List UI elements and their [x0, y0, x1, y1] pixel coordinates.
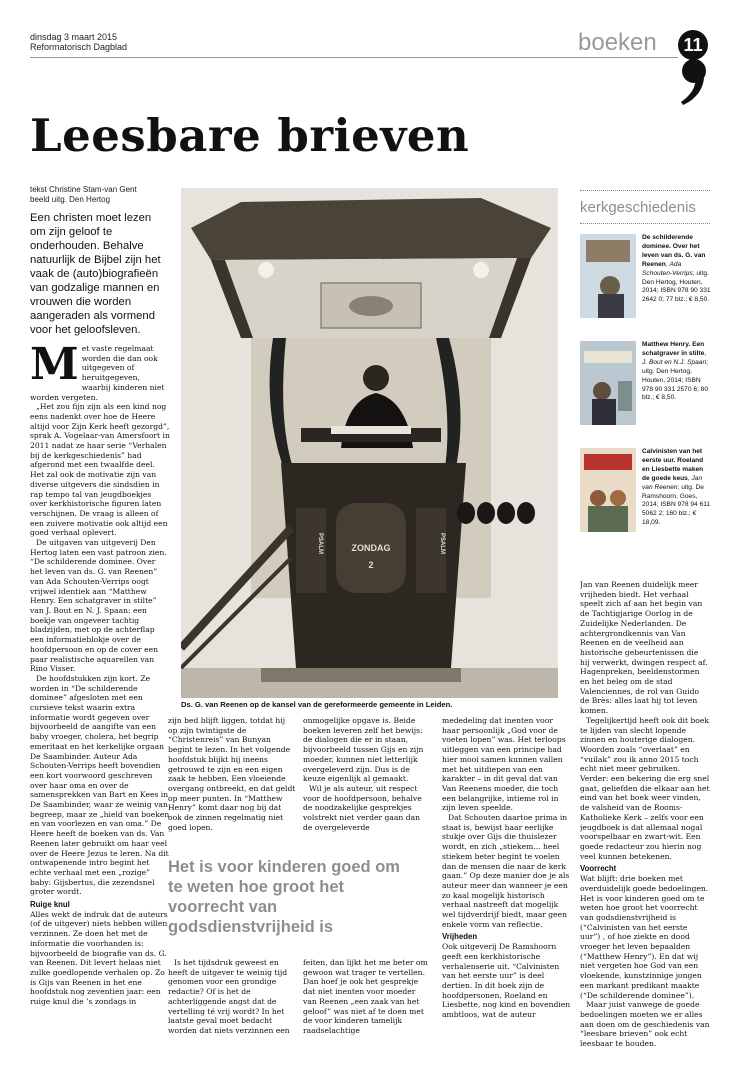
book-entry-1 [580, 234, 710, 330]
comma-logo-icon [677, 57, 711, 111]
book-details: uitg. De Ramshoorn, Goes, 2014; ISBN 978 94 611 5062 2; 160 blz.; € 18,09. [642, 483, 711, 527]
book-author: Jan van Reenen [642, 474, 703, 491]
sunday-number: 2 [368, 560, 374, 570]
article-intro: Een christen moet lezen om zijn geloof te onderhouden. Behalve natuurlijk de Bijbel zijn het vaak de (auto)biografieën van godzalige mannen en vrouwen die worden aangeraden als vormend voor het geloofsleven. [30, 212, 161, 336]
book-details: uitg. Den Hertog, Houten, 2014; ISBN 978 90 331 2570 6; 80 blz.; € 8,50. [642, 367, 708, 402]
header-rule [30, 57, 678, 58]
book-title: Calvinisten van het eerste uur. Roeland en Liesbette maken de goede keus [642, 448, 704, 482]
article-column-3 [303, 716, 431, 842]
paragraph: Maar juist vanwege de goede bedoelingen moeten we er alles aan doen om de geschiedenis van “leesbare brieven” ook echt leesbaar te houden. [580, 1000, 710, 1049]
book-info-2: Matthew Henry. Een schatgraver in stilte, J. Bout en N.J. Spaan; uitg. Den Hertog, Houten, 2014; ISBN 978 90 331 2570 6; 80 blz.; € 8,50. [642, 341, 708, 402]
article-column-4 [442, 716, 572, 1048]
paragraph: Is het tijdsdruk geweest en heeft de uitgever te weinig tijd genomen voor een grondige redactie? Of is het de achterliggende angst dat de vertelling té vrij wordt? In het laatste geval moet bedacht worden dat niets verzinnen een [168, 958, 290, 1035]
paragraph: Wat blijft: drie boeken met overduidelijk goede bedoelingen. Het is voor kinderen goed om te weten hoe groot het voorrecht van godsdienstvrijheid is (“Calvinisten van het eerste uur”) , of hoe ziekte en dood vroeger het leven bepaalden (“Matthew Henry”). En dat wij niet vergeten hoe God van een vloekende, kunstzinnige jongen een markant predikant maakte (“De schilderende dominee”). [580, 874, 709, 1000]
pull-quote: Het is voor kinderen goed om te weten hoe groot het voorrecht van godsdienstvrijheid is [168, 858, 400, 936]
paragraph: Alles wekt de indruk dat de auteurs (of de uitgever) niets hebben willen verzinnen. Ze doen het met de informatie die voorhanden is: bijvoorbeeld de biografie van ds. G. van Reenen. Dit levert helaas niet zulke goedlopende verhalen op. Zo is Gijs van Reenen in het ene hoofdstuk nog zeventien jaar: een ruige knul die ’s zondags in [30, 909, 168, 1007]
newspaper-name: Reformatorisch Dagblad [30, 42, 128, 52]
article-column-5 [580, 580, 710, 1050]
paragraph: De hoofdstukken zijn kort. Ze worden in “De schilderende dominee” afgesloten met een cursieve tekst waarin extra informatie wordt gegeven over bijvoorbeeld de aangifte van een baby vroeger, cholera, het begrip emeritaat en het kerkelijke orgaan De Saambinder. Auteur Ada Schouten-Verrips heeft bovendien een kort voorwoord geschreven over haar oma en over de samensprekken van Bart en Kees in De Saambinder, waar ze weinig van begreep, maar ze „hield van boeken en van voorlezen en van oma.” De Heere heeft de boeken van ds. Van Reenen later gebruikt om haar veel over de Heere Jezus te leren. Na dit ontwapenende intro begint het echte verhaal met een „rozige” baby: Gijsbertus, die zezendsnel groter wordt. [30, 673, 170, 897]
paragraph: Jan van Reenen duidelijk meer vrijheden biedt. Het verhaal speelt zich af aan het begin van de Tachtigjarige Oorlog in de Zuidelijke Nederlanden. De achtergrondkennis van Van Reenen en de veelheid aan historische gebeurtenissen die hij verwerkt, dwingen respect af. Hagenpreken, beeldenstormen en het beleg om de stad Valenciennes, de rol van Guido de Brès: alles laat hij tot leven komen. [580, 580, 708, 716]
book-cover-3 [580, 448, 636, 532]
article-column-2 [168, 716, 296, 842]
photo-caption: Ds. G. van Reenen op de kansel van de gereformeerde gemeente in Leiden. [181, 700, 453, 709]
article-column-2b [168, 958, 296, 1048]
sidebar-title: kerkgeschiedenis [580, 199, 696, 216]
book-author: J. Bout en N.J. Spaan [642, 358, 707, 366]
sunday-board: ZONDAG [351, 543, 391, 553]
article-photo [181, 188, 558, 698]
book-cover-2 [580, 341, 636, 425]
paragraph: onmogelijke opgave is. Beide boeken leveren zelf het bewijs: de dialogen die er in staan, bijvoorbeeld tussen Gijs en zijn moeder, kunnen niet letterlijk overgeleverd zijn. Dus is de keuze eigenlijk al gemaakt. [303, 716, 424, 784]
book-title: Matthew Henry. Een schatgraver in stilte [642, 341, 705, 357]
book-info-3: Calvinisten van het eerste uur. Roeland en Liesbette maken de goede keus, Jan van Reenen; uitg. De Ramshoorn, Goes, 2014; ISBN 978 94 611 5062 2; 160 blz.; € 18,09. [642, 448, 711, 527]
paragraph: feiten, dan lijkt het me beter om gewoon wat trager te vertellen. Dan hoef je ook het gesprekje dat niet inenten voor moeder van Reenen „een zaak van het geloof” was niet af te doen met de voor kinderen tamelijk raadselachtige [303, 958, 428, 1035]
sidebar-rule [580, 223, 710, 224]
credit-image: beeld uitg. Den Hertog [30, 195, 111, 204]
pulpit-photo-illustration [181, 188, 558, 698]
subheading: Vrijheden [442, 932, 478, 942]
article-column-1 [30, 344, 170, 1044]
book-author: Ada Schouten-Verrips [642, 260, 693, 277]
article-headline: Leesbare brieven [30, 109, 470, 162]
paragraph: De uitgaven van uitgeverij Den Hertog laten een vast patroon zien. “De schilderende dominee. Over het leven van ds. G. van Reenen” van Ada Schouten-Verrips oogt vrijwel identiek aan “Matthew Henry. Een schatgraver in stilte” van J. Bout en N. J. Spaan: een boekje van ongeveer tachtig bladzijden, met op de achterflap een informatieblokje over de hoofdpersoon en op de cover een paar realistische aquarellen van Rino Visser. [30, 538, 167, 674]
page-number: 11 [678, 30, 708, 60]
paragraph: zijn bed blijft liggen, totdat hij op zijn twintigste de “Christenreis” van Bunyan begint te lezen. In het volgende hoofdstuk blijkt hij ineens getrouwd te zijn en een eigen zaak te hebben. Een vloeiende overgang ontbreekt, en dat geldt op meer punten. In “Matthew Henry” komt daar nog bij dat ook de zinnen regelmatig niet goed lopen. [168, 716, 296, 832]
publication-date: dinsdag 3 maart 2015 [30, 32, 118, 42]
paragraph: Wil je als auteur, uit respect voor de hoofdpersoon, behalve de noodzakelijke gesprekjes volstrekt niet verder gaan dan de overgeleverde [303, 783, 422, 832]
book-details: uitg. Den Hertog, Houten, 2014; ISBN 978 90 331 2642 0; 77 blz.; € 8,50. [642, 269, 711, 304]
psalm-board-right: PSALM [439, 533, 445, 554]
paragraph: Tegelijkertijd heeft ook dit boek te lijden van slecht lopende zinnen en houterige dialogen. Woorden zoals “overlaat” en “vuilak” zou ik anno 2015 toch echt niet meer gebruiken. Verder: een bekering die erg snel gaat, geliefden die elkaar aan het eind van het boek weer vinden, de valsheid van de Rooms-Katholieke Kerk – zelfs voor een jeugdboek is dat allemaal nogal voorspelbaar en zwart-wit. Een goede redacteur zou hierin nog veel kunnen betekenen. [580, 715, 710, 861]
paragraph: Ook uitgeverij De Ramshoorn geeft een kerkhistorische verhalenserie uit. “Calvinisten van het eerste uur” is deel dertien. In dit boek zijn de hoofdpersonen, Roeland en Liesbette, nog kind en bovendien ambtloos, wat de auteur [442, 942, 571, 1020]
paragraph: et vaste regelmaat worden die dan ook uitgegeven of heruitgegeven, waarbij kinderen niet worden vergeten. [30, 344, 165, 402]
psalm-board-left: PSALM [317, 533, 323, 554]
subheading: Voorrecht [580, 864, 617, 874]
drop-cap: M [30, 344, 79, 390]
book-entry-2 [580, 341, 710, 437]
book-entry-3 [580, 448, 710, 544]
paragraph: Dat Schouten daartoe prima in staat is, bewijst haar eerlijke stukje over Gijs die thuislezer wordt, en zich „stiekem... heel stiekem beter begint te voelen dan de mensen die naar de kerk gaan.” Op deze manier doe je als auteur meer dan wanneer je een zo kaal mogelijk historisch verhaal nastreeft dat mogelijk wel tijdverdrijf biedt, maar geen enkele vorm van reflectie. [442, 813, 570, 929]
article-column-3b [303, 958, 431, 1048]
publication-date-block [30, 32, 127, 52]
section-title: boeken [578, 29, 657, 56]
credit-text: tekst Christine Stam-van Gent [30, 185, 137, 194]
book-cover-1 [580, 234, 636, 318]
paragraph: mededeling dat inenten voor haar persoonlijk „God voor de voeten lopen” was. Het terloops uitleggen van een principe had hier mooi samen kunnen vallen met het uitdiepen van een karakter – in dit geval dat van Van Reenens moeder, die toch een belangrijke, intieme rol in zijn leven speelde. [442, 716, 566, 813]
sidebar-rule-top [580, 190, 710, 191]
book-info-1: De schilderende dominee. Over het leven van ds. G. van Reenen, Ada Schouten-Verrips; uitg. Den Hertog, Houten, 2014; ISBN 978 90 331 2642 0; 77 blz.; € 8,50. [642, 234, 711, 304]
book-title: De schilderende dominee. Over het leven van ds. G. van Reenen [642, 234, 706, 268]
article-credits [30, 185, 137, 205]
paragraph: „Het zou fijn zijn als een kind nog eens nadenkt over hoe de Heere altijd voor Zijn Kerk heeft gezorgd”, sprak A. Vogelaar-van Amersfoort in 2011 nadat ze haar serie “Verhalen bij de kerkgeschiedenis” had afgerond met een twaalfde deel. Het zal ook de motivatie zijn van diverse uitgevers die sindsdien in rap tempo tal van jeugdboekjes over kerkhistorische figuren laten verschijnen. De vraag is alleen of een zuivere motivatie ook altijd een goed verhaal oplevert. [30, 402, 170, 538]
subheading: Ruige knul [30, 900, 70, 910]
